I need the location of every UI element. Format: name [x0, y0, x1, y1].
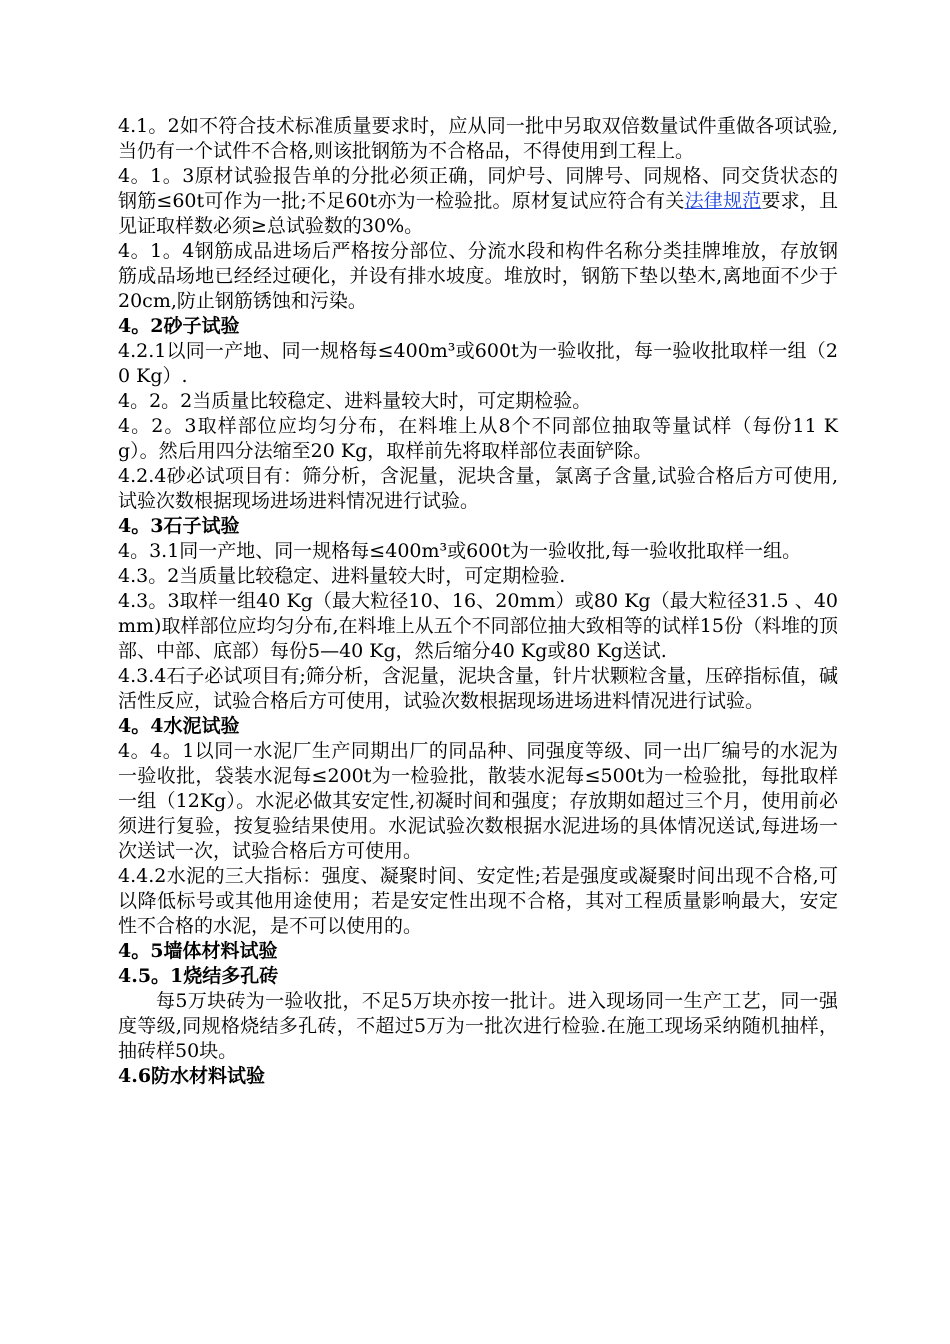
heading-4-5: 4。5墙体材料试验 [118, 940, 278, 962]
paragraph-4-2-2: 4。2。2当质量比较稳定、进料量较大时，可定期检验。 [118, 390, 592, 412]
legal-standards-link[interactable]: 法律规范 [684, 190, 762, 212]
paragraph-4-1-3 [118, 164, 838, 239]
heading-4-6: 4.6防水材料试验 [118, 1065, 266, 1087]
paragraph-4-2-4: 4.2.4砂必试项目有：筛分析，含泥量，泥块含量，氯离子含量,试验合格后方可使用,试验次数根据现场进场进料情况进行试验。 [118, 465, 838, 512]
paragraph-4-4-2: 4.4.2水泥的三大指标：强度、凝聚时间、安定性;若是强度或凝聚时间出现不合格,可以降低标号或其他用途使用；若是安定性出现不合格，其对工程质量影响最大，安定性不合格的水泥，是不可以使用的。 [118, 865, 838, 937]
paragraph-4-5-1: 每5万块砖为一验收批，不足5万块亦按一批计。进入现场同一生产工艺，同一强度等级,同规格烧结多孔砖，不超过5万为一批次进行检验.在施工现场采纳随机抽样，抽砖样50块。 [118, 990, 838, 1062]
paragraph-4-1-2: 4.1。2如不符合技术标准质量要求时，应从同一批中另取双倍数量试件重做各项试验,当仍有一个试件不合格,则该批钢筋为不合格品，不得使用到工程上。 [118, 115, 838, 162]
heading-4-2: 4。2砂子试验 [118, 315, 240, 337]
paragraph-4-1-3-text-a: 4。1。3原材试验报告单的分批必须正确，同炉号、同牌号、同规格、同交货状态的钢筋≤60t可作为一批;不足60t亦为一检验批。原材复试应符合有关 [118, 165, 838, 212]
heading-4-5-1: 4.5。1烧结多孔砖 [118, 965, 279, 987]
paragraph-4-3-2: 4.3。2当质量比较稳定、进料量较大时，可定期检验. [118, 565, 566, 587]
paragraph-4-4-1: 4。4。1以同一水泥厂生产同期出厂的同品种、同强度等级、同一出厂编号的水泥为一验收批，袋装水泥每≤200t为一检验批，散装水泥每≤500t为一检验批，每批取样一组（12Kg）。水泥必做其安定性,初凝时间和强度；存放期如超过三个月，使用前必须进行复验，按复验结果使用。水泥试验次数根据水泥进场的具体情况送试,每进场一次送试一次，试验合格后方可使用。 [118, 740, 838, 862]
paragraph-4-3-4: 4.3.4石子必试项目有;筛分析，含泥量，泥块含量，针片状颗粒含量，压碎指标值，碱活性反应，试验合格后方可使用，试验次数根据现场进场进料情况进行试验。 [118, 665, 838, 712]
heading-4-3: 4。3石子试验 [118, 515, 240, 537]
paragraph-4-3-1: 4。3.1同一产地、同一规格每≤400m³或600t为一验收批,每一验收批取样一组。 [118, 540, 802, 562]
paragraph-4-2-1: 4.2.1以同一产地、同一规格每≤400m³或600t为一验收批，每一验收批取样一组（20 Kg）. [118, 340, 838, 387]
paragraph-4-3-3: 4.3。3取样一组40 Kg（最大粒径10、16、20mm）或80 Kg（最大粒径31.5 、40mm)取样部位应均匀分布,在料堆上从五个不同部位抽大致相等的试样15份（料堆的顶部、中部、底部）每份5—40 Kg，然后缩分40 Kg或80 Kg送试. [118, 590, 838, 662]
paragraph-4-1-3-text-b: 要求，且见证取样数必须≥总试验数的30%。 [118, 190, 838, 237]
paragraph-4-2-3: 4。2。3取样部位应均匀分布，在料堆上从8个不同部位抽取等量试样（每份11 Kg）。然后用四分法缩至20 Kg，取样前先将取样部位表面铲除。 [118, 415, 838, 462]
document-body [118, 114, 838, 1089]
heading-4-4: 4。4水泥试验 [118, 715, 240, 737]
paragraph-4-1-4: 4。1。4钢筋成品进场后严格按分部位、分流水段和构件名称分类挂牌堆放，存放钢筋成品场地已经经过硬化，并设有排水坡度。堆放时，钢筋下垫以垫木,离地面不少于20cm,防止钢筋锈蚀和污染。 [118, 240, 838, 312]
